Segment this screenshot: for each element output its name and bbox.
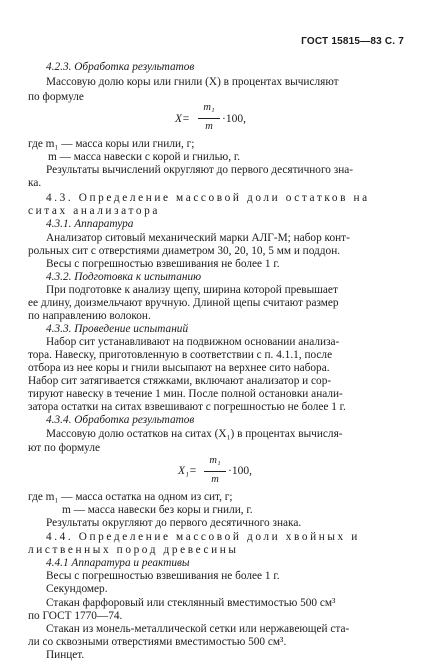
paragraph-line: Массовую долю коры или гнили (X) в процентах вычисляют: [46, 76, 339, 88]
formula-1-lhs: X=: [175, 113, 190, 125]
subsection-heading: 4.3.3. Проведение испытаний: [46, 323, 189, 335]
paragraph-line: Результаты округляют до первого десятичного знака.: [46, 517, 302, 529]
paragraph-line: При подготовке к анализу щепу, ширина которой превышает: [46, 284, 338, 296]
paragraph-line: отбора из нее коры и гнили высыпают на верхнее сито набора.: [28, 362, 330, 374]
paragraph-line: Секундомер.: [46, 583, 108, 595]
subsection-heading: 4.3.2. Подготовка к испытанию: [46, 271, 202, 283]
paragraph-line: Результаты вычислений округляют до первого десятичного зна-: [46, 164, 354, 176]
formula-2-lhs: X₁=: [178, 465, 197, 477]
definition-line: где m₁ — масса коры или гнили, г;: [28, 138, 195, 150]
paragraph-line: по формуле: [28, 91, 84, 103]
section-heading: лиственных пород древесины: [28, 544, 239, 556]
paragraph-line: Анализатор ситовый механический марки АЛГ-М; набор конт-: [46, 232, 350, 244]
section-heading: 4.3. Определение массовой доли остатков на: [46, 192, 370, 204]
subsection-heading: 4.3.4. Обработка результатов: [46, 414, 195, 426]
formula-2-numerator: m₁: [209, 455, 221, 466]
paragraph-line: Набор сит устанавливают на подвижном основании анализа-: [46, 336, 340, 348]
paragraph-line: по ГОСТ 1770—74.: [28, 610, 123, 622]
paragraph-line: тора. Навеску, приготовленную в соответствии с п. 4.1.1, после: [28, 349, 333, 361]
paragraph-line: ка.: [28, 177, 42, 189]
section-heading: 4.2.3. Обработка результатов: [46, 61, 195, 73]
formula-2-denominator: m: [211, 474, 219, 485]
formula-1-fraction-bar: [198, 118, 220, 119]
definition-line: m — масса навески с корой и гнилью, г.: [48, 151, 241, 163]
formula-1-numerator: m₁: [203, 102, 215, 113]
paragraph-line: Весы с погрешностью взвешивания не более 1 г.: [46, 570, 280, 582]
subsection-heading: 4.4.1 Аппаратура и реактивы: [46, 557, 190, 569]
paragraph-line: ее длину, доизмельчают вручную. Длиной щепы считают размер: [28, 297, 339, 309]
paragraph-line: Пинцет.: [46, 649, 85, 661]
paragraph-line: Весы с погрешностью взвешивания не более 1 г.: [46, 258, 280, 270]
paragraph-line: Стакан из монель-металлической сетки или нержавеющей ста-: [46, 623, 350, 635]
definition-line: где m₁ — масса остатка на одном из сит, г;: [28, 491, 233, 503]
subsection-heading: 4.3.1. Аппаратура: [46, 218, 134, 230]
paragraph-line: ют по формуле: [28, 442, 100, 454]
formula-1-denominator: m: [205, 121, 213, 132]
section-heading: 4.4. Определение массовой доли хвойных и: [46, 531, 360, 543]
paragraph-line: тируют навеску в течение 1 мин. После полной остановки анали-: [28, 388, 343, 400]
formula-2-fraction-bar: [204, 471, 226, 472]
paragraph-line: ли со сквозными отверстиями вместимостью 500 см³.: [28, 636, 287, 648]
paragraph-line: рольных сит с отверстиями диаметром 30, 20, 10, 5 мм и поддон.: [28, 245, 341, 257]
paragraph-line: Массовую долю остатков на ситах (X₁) в процентах вычисля-: [46, 428, 343, 440]
definition-line: m — масса навески без коры и гнили, г.: [62, 504, 253, 516]
paragraph-line: Набор сит затягивается стяжками, включают анализатор и сор-: [28, 375, 332, 387]
paragraph-line: затора остатки на ситах взвешивают с погрешностью не более 1 г.: [28, 401, 346, 413]
section-heading: ситах анализатора: [28, 205, 160, 217]
paragraph-line: Стакан фарфоровый или стеклянный вместимостью 500 см³: [46, 597, 336, 609]
page-header: ГОСТ 15815—83 С. 7: [301, 36, 404, 47]
formula-2-tail: ·100,: [228, 465, 252, 477]
paragraph-line: по направлению волокон.: [28, 310, 151, 322]
formula-1-tail: ·100,: [222, 113, 246, 125]
